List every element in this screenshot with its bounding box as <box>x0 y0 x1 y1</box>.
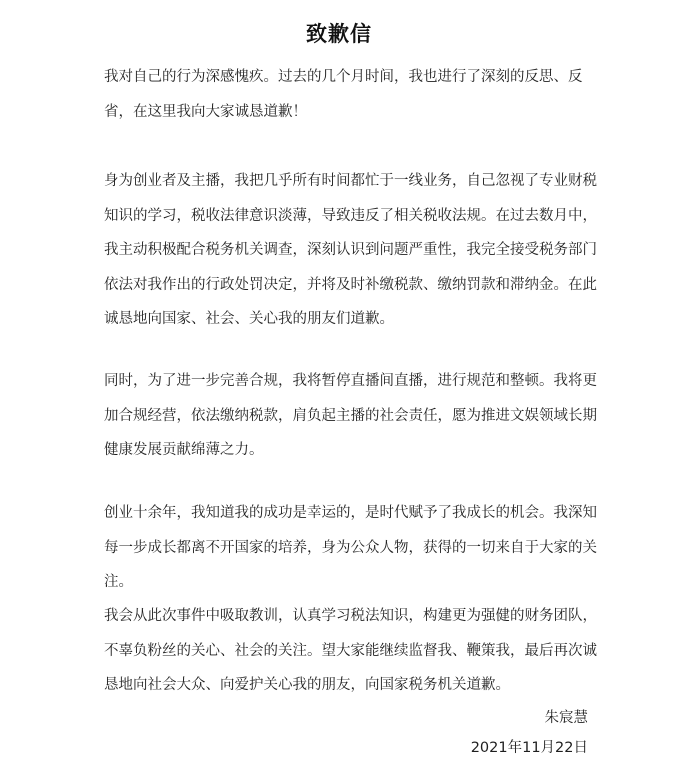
signature-name: 朱宸慧 <box>544 710 588 726</box>
paragraph-line: 我对自己的行为深感愧疚。过去的几个月时间，我也进行了深刻的反思、反 <box>104 69 583 85</box>
paragraph-line: 加合规经营，依法缴纳税款，肩负起主播的社会责任，愿为推进文娱领域长期 <box>104 407 597 424</box>
paragraph-line: 同时，为了进一步完善合规，我将暂停直播间直播，进行规范和整顿。我将更 <box>104 373 597 389</box>
paragraph-1 <box>104 60 584 129</box>
paragraph-line: 我会从此次事件中吸取教训，认真学习税法知识，构建更为强健的财务团队， <box>104 608 597 624</box>
paragraph-5 <box>104 599 597 703</box>
paragraph-line: 注。 <box>104 574 133 591</box>
paragraph-line: 省，在这里我向大家诚恳道歉！ <box>104 103 307 120</box>
paragraph-line: 依法对我作出的行政处罚决定，并将及时补缴税款、缴纳罚款和滞纳金。在此 <box>104 276 597 293</box>
letter-title: 致歉信 <box>306 22 372 46</box>
paragraph-2 <box>104 164 597 337</box>
paragraph-line: 身为创业者及主播，我把几乎所有时间都忙于一线业务，自己忽视了专业财税 <box>104 173 597 189</box>
paragraph-line: 诚恳地向国家、社会、关心我的朋友们道歉。 <box>104 311 394 328</box>
paragraph-line: 我主动积极配合税务机关调查，深刻认识到问题严重性，我完全接受税务部门 <box>104 242 597 259</box>
paragraph-line: 健康发展贡献绵薄之力。 <box>104 442 264 459</box>
paragraph-line: 知识的学习，税收法律意识淡薄，导致违反了相关税收法规。在过去数月中， <box>104 207 597 224</box>
paragraph-line: 不辜负粉丝的关心、社会的关注。望大家能继续监督我、鞭策我，最后再次诚 <box>104 642 597 659</box>
paragraph-line: 创业十余年，我知道我的成功是幸运的，是时代赋予了我成长的机会。我深知 <box>104 505 597 521</box>
paragraph-line: 恳地向社会大众、向爱护关心我的朋友，向国家税务机关道歉。 <box>104 677 510 694</box>
paragraph-3 <box>104 364 597 468</box>
paragraph-line: 每一步成长都离不开国家的培养，身为公众人物，获得的一切来自于大家的关 <box>104 539 597 556</box>
paragraph-4 <box>104 496 597 600</box>
signature-date: 2021年11月22日 <box>470 740 588 756</box>
